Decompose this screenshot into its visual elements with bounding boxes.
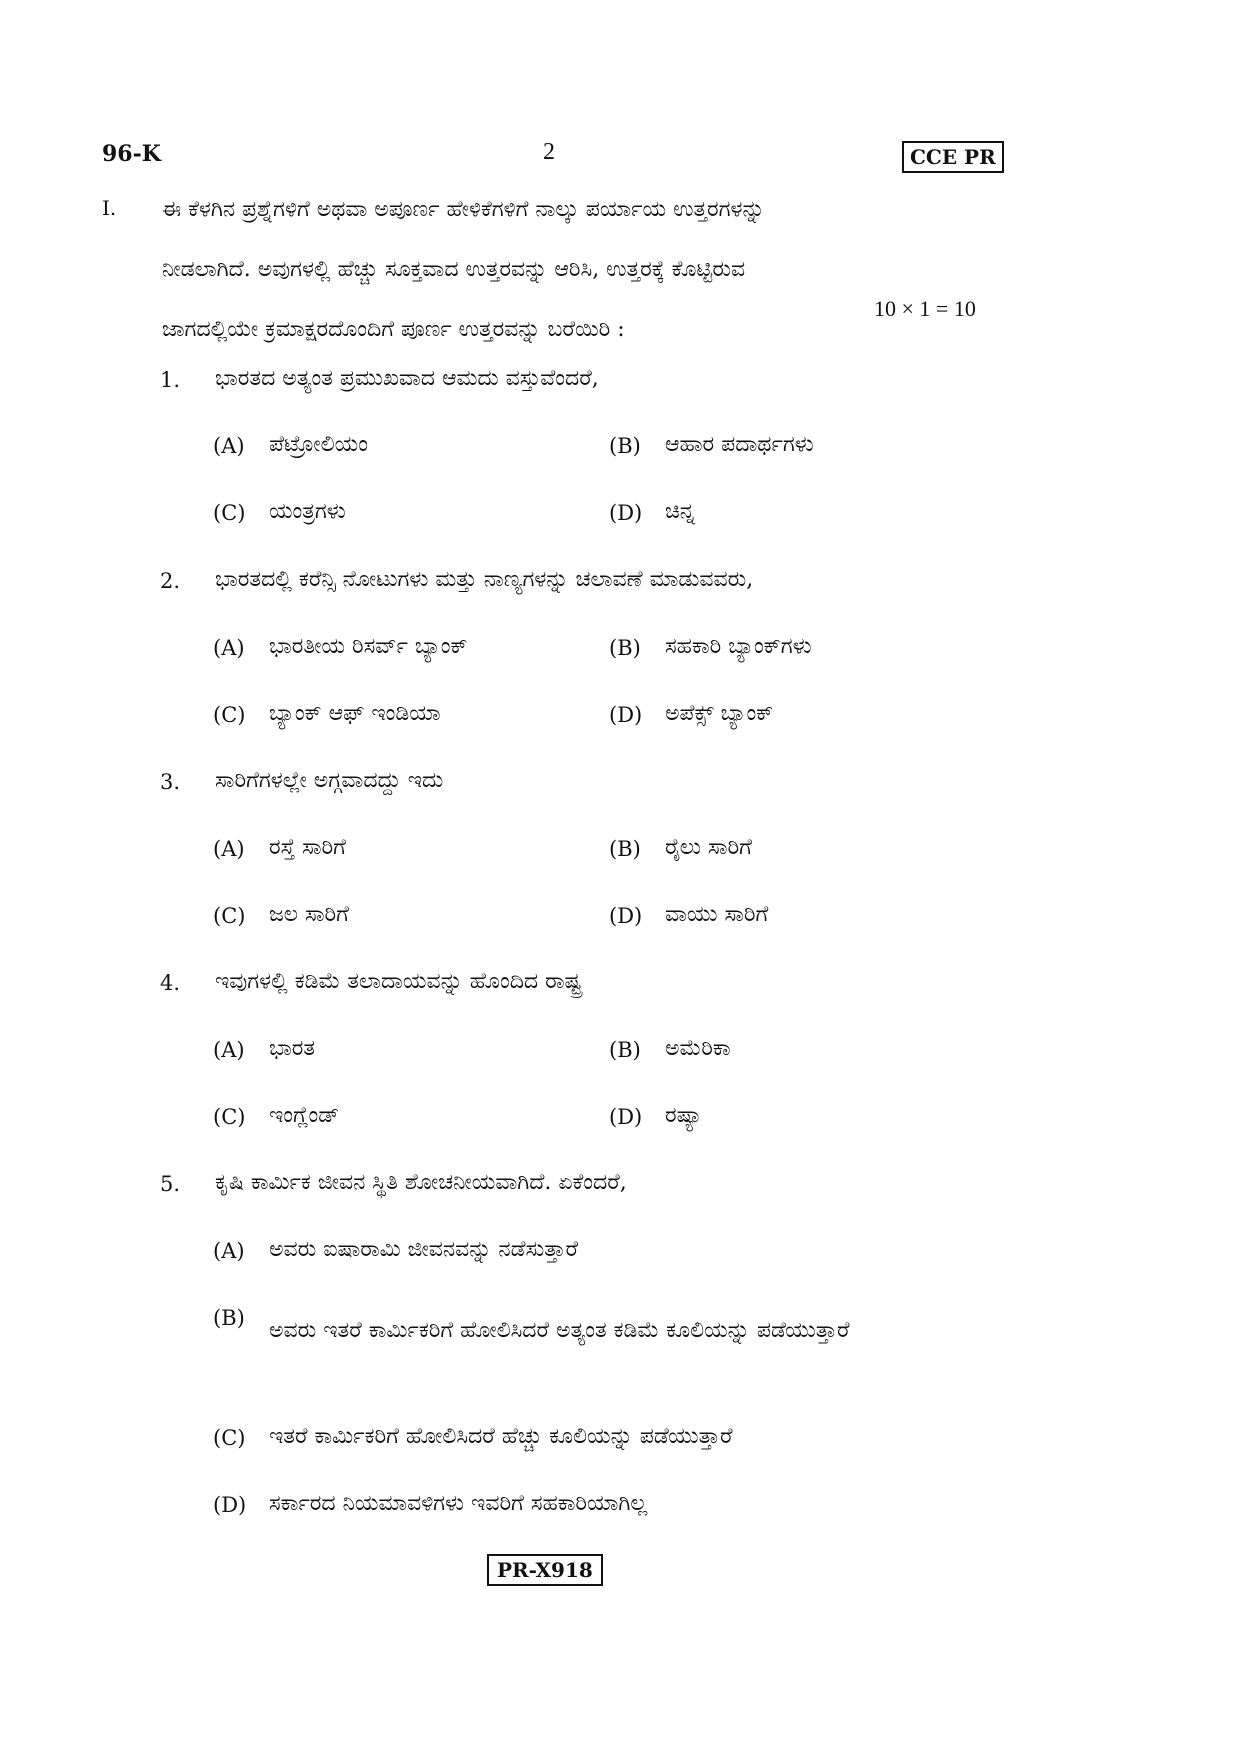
option-text: ಸಹಕಾರಿ ಬ್ಯಾಂಕ್‌ಗಳು bbox=[665, 634, 812, 659]
option-label: (A) bbox=[213, 1239, 245, 1263]
section-marks: 10 × 1 = 10 bbox=[874, 296, 976, 321]
option-label: (C) bbox=[213, 501, 246, 525]
instruction-line: ಜಾಗದಲ್ಲಿಯೇ ಕ್ರಮಾಕ್ಷರದೊಂದಿಗೆ ಪೂರ್ಣ ಉತ್ತರವನ್ನು ಬರೆಯಿರಿ : bbox=[162, 317, 625, 342]
footer-code: PR-X918 bbox=[487, 1554, 603, 1586]
question-number: 4. bbox=[160, 971, 181, 995]
page-number: 2 bbox=[543, 139, 555, 165]
question-number: 1. bbox=[160, 368, 181, 392]
option-text: ಅಮೆರಿಕಾ bbox=[665, 1036, 731, 1061]
option-text: ವಾಯು ಸಾರಿಗೆ bbox=[665, 902, 769, 927]
option-text: ಭಾರತ bbox=[269, 1036, 316, 1061]
option-text: ಸರ್ಕಾರದ ನಿಯಮಾವಳಿಗಳು ಇವರಿಗೆ ಸಹಕಾರಿಯಾಗಿಲ್ಲ bbox=[269, 1491, 648, 1516]
option-text: ರೈಲು ಸಾರಿಗೆ bbox=[665, 835, 752, 860]
option-label: (B) bbox=[609, 837, 641, 861]
question-text: ಸಾರಿಗೆಗಳಲ್ಲೇ ಅಗ್ಗವಾದದ್ದು ಇದು bbox=[215, 768, 444, 793]
option-text: ಯಂತ್ರಗಳು bbox=[269, 499, 346, 524]
option-text: ಇತರೆ ಕಾರ್ಮಿಕರಿಗೆ ಹೋಲಿಸಿದರೆ ಹೆಚ್ಚು ಕೂಲಿಯನ್ನು ಪಡೆಯುತ್ತಾರೆ bbox=[269, 1424, 733, 1449]
cce-pr-badge: CCE PR bbox=[902, 141, 1004, 173]
option-label: (B) bbox=[609, 434, 641, 458]
section-instructions bbox=[162, 180, 1012, 360]
option-label: (B) bbox=[609, 636, 641, 660]
question-text: ಭಾರತದಲ್ಲಿ ಕರೆನ್ಸಿ ನೋಟುಗಳು ಮತ್ತು ನಾಣ್ಯಗಳನ್ನು ಚಲಾವಣೆ ಮಾಡುವವರು, bbox=[215, 567, 754, 592]
option-text: ಆಹಾರ ಪದಾರ್ಥಗಳು bbox=[665, 432, 814, 457]
option-text: ರಸ್ತೆ ಸಾರಿಗೆ bbox=[269, 835, 346, 860]
option-label: (A) bbox=[213, 636, 245, 660]
option-text: ರಷ್ಯಾ bbox=[665, 1103, 703, 1128]
option-text: ಜಲ ಸಾರಿಗೆ bbox=[269, 902, 349, 927]
question-number: 3. bbox=[160, 770, 181, 794]
option-label: (D) bbox=[213, 1493, 247, 1517]
option-label: (C) bbox=[213, 1426, 246, 1450]
question-number: 5. bbox=[160, 1172, 181, 1196]
option-label: (A) bbox=[213, 837, 245, 861]
option-label: (C) bbox=[213, 1105, 246, 1129]
option-text: ಅವರು ಇತರೆ ಕಾರ್ಮಿಕರಿಗೆ ಹೋಲಿಸಿದರೆ ಅತ್ಯಂತ ಕಡಿಮೆ ಕೂಲಿಯನ್ನು ಪಡೆಯುತ್ತಾರೆ bbox=[269, 1318, 850, 1343]
option-label: (D) bbox=[609, 501, 643, 525]
option-label: (B) bbox=[609, 1038, 641, 1062]
option-text: ಭಾರತೀಯ ರಿಸರ್ವ್ ಬ್ಯಾಂಕ್ bbox=[269, 634, 468, 659]
question-text: ಭಾರತದ ಅತ್ಯಂತ ಪ್ರಮುಖವಾದ ಆಮದು ವಸ್ತುವೆಂದರೆ, bbox=[215, 366, 599, 391]
option-label: (C) bbox=[213, 703, 246, 727]
option-text: ಚಿನ್ನ bbox=[665, 499, 695, 524]
option-label: (D) bbox=[609, 1105, 643, 1129]
option-text: ಇಂಗ್ಲೆಂಡ್ bbox=[269, 1103, 340, 1128]
option-text: ಅವರು ಐಷಾರಾಮಿ ಜೀವನವನ್ನು ನಡೆಸುತ್ತಾರೆ bbox=[269, 1237, 579, 1262]
option-label: (A) bbox=[213, 434, 245, 458]
question-number: 2. bbox=[160, 569, 181, 593]
option-label: (B) bbox=[213, 1306, 245, 1330]
option-text: ಅಪೆಕ್ಸ್ ಬ್ಯಾಂಕ್ bbox=[665, 701, 774, 726]
option-label: (D) bbox=[609, 904, 643, 928]
paper-code: 96-K bbox=[102, 141, 161, 167]
option-label: (C) bbox=[213, 904, 246, 928]
instruction-line: ನೀಡಲಾಗಿದೆ. ಅವುಗಳಲ್ಲಿ ಹೆಚ್ಚು ಸೂಕ್ತವಾದ ಉತ್ತರವನ್ನು ಆರಿಸಿ, ಉತ್ತರಕ್ಕೆ ಕೊಟ್ಟಿರುವ bbox=[162, 257, 746, 282]
question-text: ಕೃಷಿ ಕಾರ್ಮಿಕ ಜೀವನ ಸ್ಥಿತಿ ಶೋಚನೀಯವಾಗಿದೆ. ಏಕೆಂದರೆ, bbox=[215, 1170, 627, 1195]
section-number: I. bbox=[102, 196, 117, 220]
option-label: (A) bbox=[213, 1038, 245, 1062]
instruction-line: ಈ ಕೆಳಗಿನ ಪ್ರಶ್ನೆಗಳಿಗೆ ಅಥವಾ ಅಪೂರ್ಣ ಹೇಳಿಕೆಗಳಿಗೆ ನಾಲ್ಕು ಪರ್ಯಾಯ ಉತ್ತರಗಳನ್ನು bbox=[162, 197, 765, 222]
option-text: ಬ್ಯಾಂಕ್ ಆಫ್ ಇಂಡಿಯಾ bbox=[269, 701, 441, 726]
question-text: ಇವುಗಳಲ್ಲಿ ಕಡಿಮೆ ತಲಾದಾಯವನ್ನು ಹೊಂದಿದ ರಾಷ್ಟ್ರ bbox=[215, 969, 582, 994]
option-label: (D) bbox=[609, 703, 643, 727]
option-text: ಪೆಟ್ರೋಲಿಯಂ bbox=[269, 432, 368, 457]
